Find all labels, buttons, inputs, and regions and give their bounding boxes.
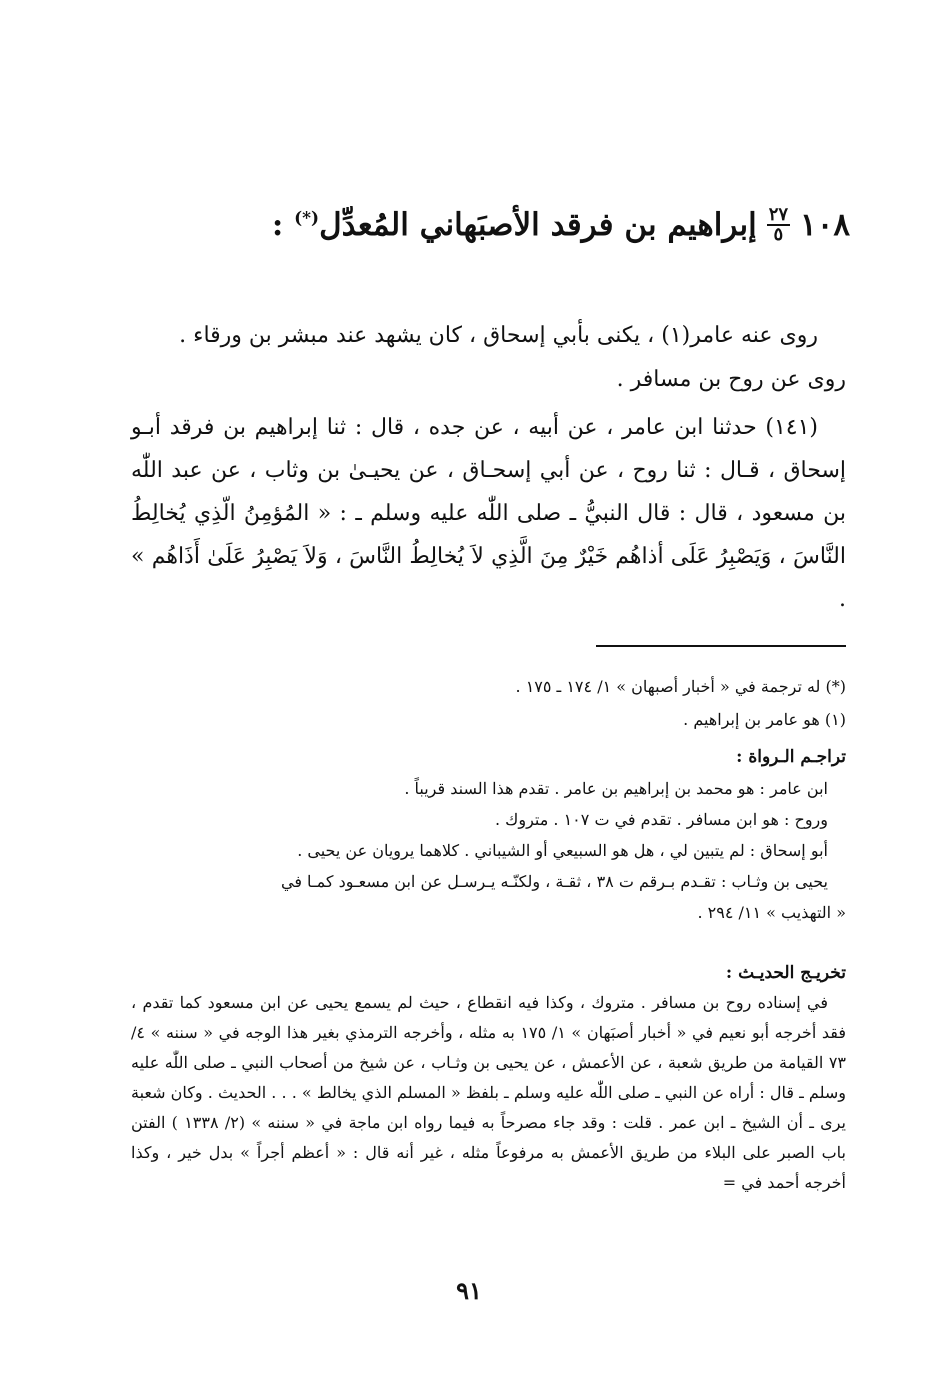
narrator-line: وروح : هو ابن مسافر . تقدم في ت ١٠٧ . متروك . — [495, 810, 828, 829]
takhrij-paragraph: في إسناده روح بن مسافر . متروك ، وكذا فيه انقطاع ، حيث لم يسمع يحيى عن ابن مسعود كما تقدم ، فقد أخرجه أبو نعيم في « أخبار أصبَهان » ١/ ١٧٥ به مثله ، وأخرجه الترمذي بغير هذا الوجه في « سننه » ٤/ ٧٣ القيامة من طريق شعبة ، عن الأعمش ، عن يحيى بن وثـاب ، عن شيخ من أصحاب النبي ـ صلى اللّٰه عليه وسلم ـ قال : أراه عن النبي ـ صلى اللّٰه عليه وسلم ـ بلفظ « المسلم الذي يخالط » . . . الحديث . وكان شعبة يرى ـ أن الشيخ ـ ابن عمر . قلت : وقد جاء مصرحاً به فيما رواه ابن ماجة في « سننه » (٢/ ١٣٣٨ ) الفتن باب الصبر على البلاء من طريق الأعمش به مرفوعاً مثله ، غير أنه قال : « أعظم أجراً » بدل خير ، وكذا أخرجه أحمد في = — [131, 993, 847, 1192]
narrator-name: إبراهيم بن فرقد الأصبَهاني المُعدِّل — [319, 207, 757, 243]
footnote-divider — [596, 645, 846, 647]
hadith-paragraph: (١٤١) حدثنا ابن عامر ، عن أبيه ، عن جده ، قال : ثنا إبراهيم بن فرقد أبـو إسحاق ، قـال : ثنا روح ، عن أبي إسحـاق ، عن يحيـىٰ بن وثاب ، عن عبد اللّٰه بن مسعود ، قال : قال النبيُّ ـ صلى اللّٰه عليه وسلم ـ : « المُؤمِنُ الّذِي يُخالِطُ النَّاسَ ، وَيَصْبِرُ عَلَى أذاهُم خَيْرٌ مِنَ الَّذِي لاَ يُخالِطُ النَّاسَ ، وَلاَ يَصْبِرُ عَلَىٰ أَذَاهُم » . — [131, 415, 846, 612]
narrators-heading: تراجـم الـرواة : — [736, 747, 846, 767]
bio-line: روى عن روح بن مسافر . — [616, 367, 846, 392]
entry-number: ١٠٨ — [800, 207, 850, 243]
narrator-line: يحيى بن وثـاب : تقـدم بـرقم ت ٣٨ ، ثقـة ، ولكنّـه يـرسـل عن ابن مسعـود كمـا في — [280, 872, 828, 891]
narrator-line: ابن عامر : هو محمد بن إبراهيم بن عامر . تقدم هذا السند قريباً . — [404, 779, 828, 798]
footnote: (*) له ترجمة في « أخبار أصبهان » ١/ ١٧٤ ـ ١٧٥ . — [515, 677, 846, 696]
narrator-biography — [131, 314, 846, 402]
narrator-line: أبو إسحاق : لم يتبين لي ، هل هو السبيعي أو الشيباني . كلاهما يرويان عن يحيى . — [297, 841, 828, 860]
takhrij-section — [131, 958, 846, 1198]
page-number: ٩١ — [456, 1276, 482, 1305]
bio-line: روى عنه عامر(١) ، يكنى بأبي إسحاق ، كان يشهد عند مبشر بن ورقاء . — [179, 323, 818, 348]
fraction-top: ٢٧ — [768, 204, 789, 225]
cross-reference-fraction — [767, 206, 790, 244]
hadith-text — [131, 406, 846, 621]
narrators-section — [131, 742, 846, 928]
footnote-marker: (*) — [294, 208, 320, 229]
footnotes — [131, 670, 846, 736]
entry-title — [271, 204, 850, 245]
title-colon: : — [271, 207, 284, 243]
takhrij-heading: تخريـج الحديـث : — [725, 963, 846, 983]
fraction-bottom: ٥ — [773, 224, 784, 245]
narrator-line-continuation: « التهذيب » ١١/ ٢٩٤ . — [697, 903, 846, 922]
footnote: (١) هو عامر بن إبراهيم . — [683, 710, 846, 729]
